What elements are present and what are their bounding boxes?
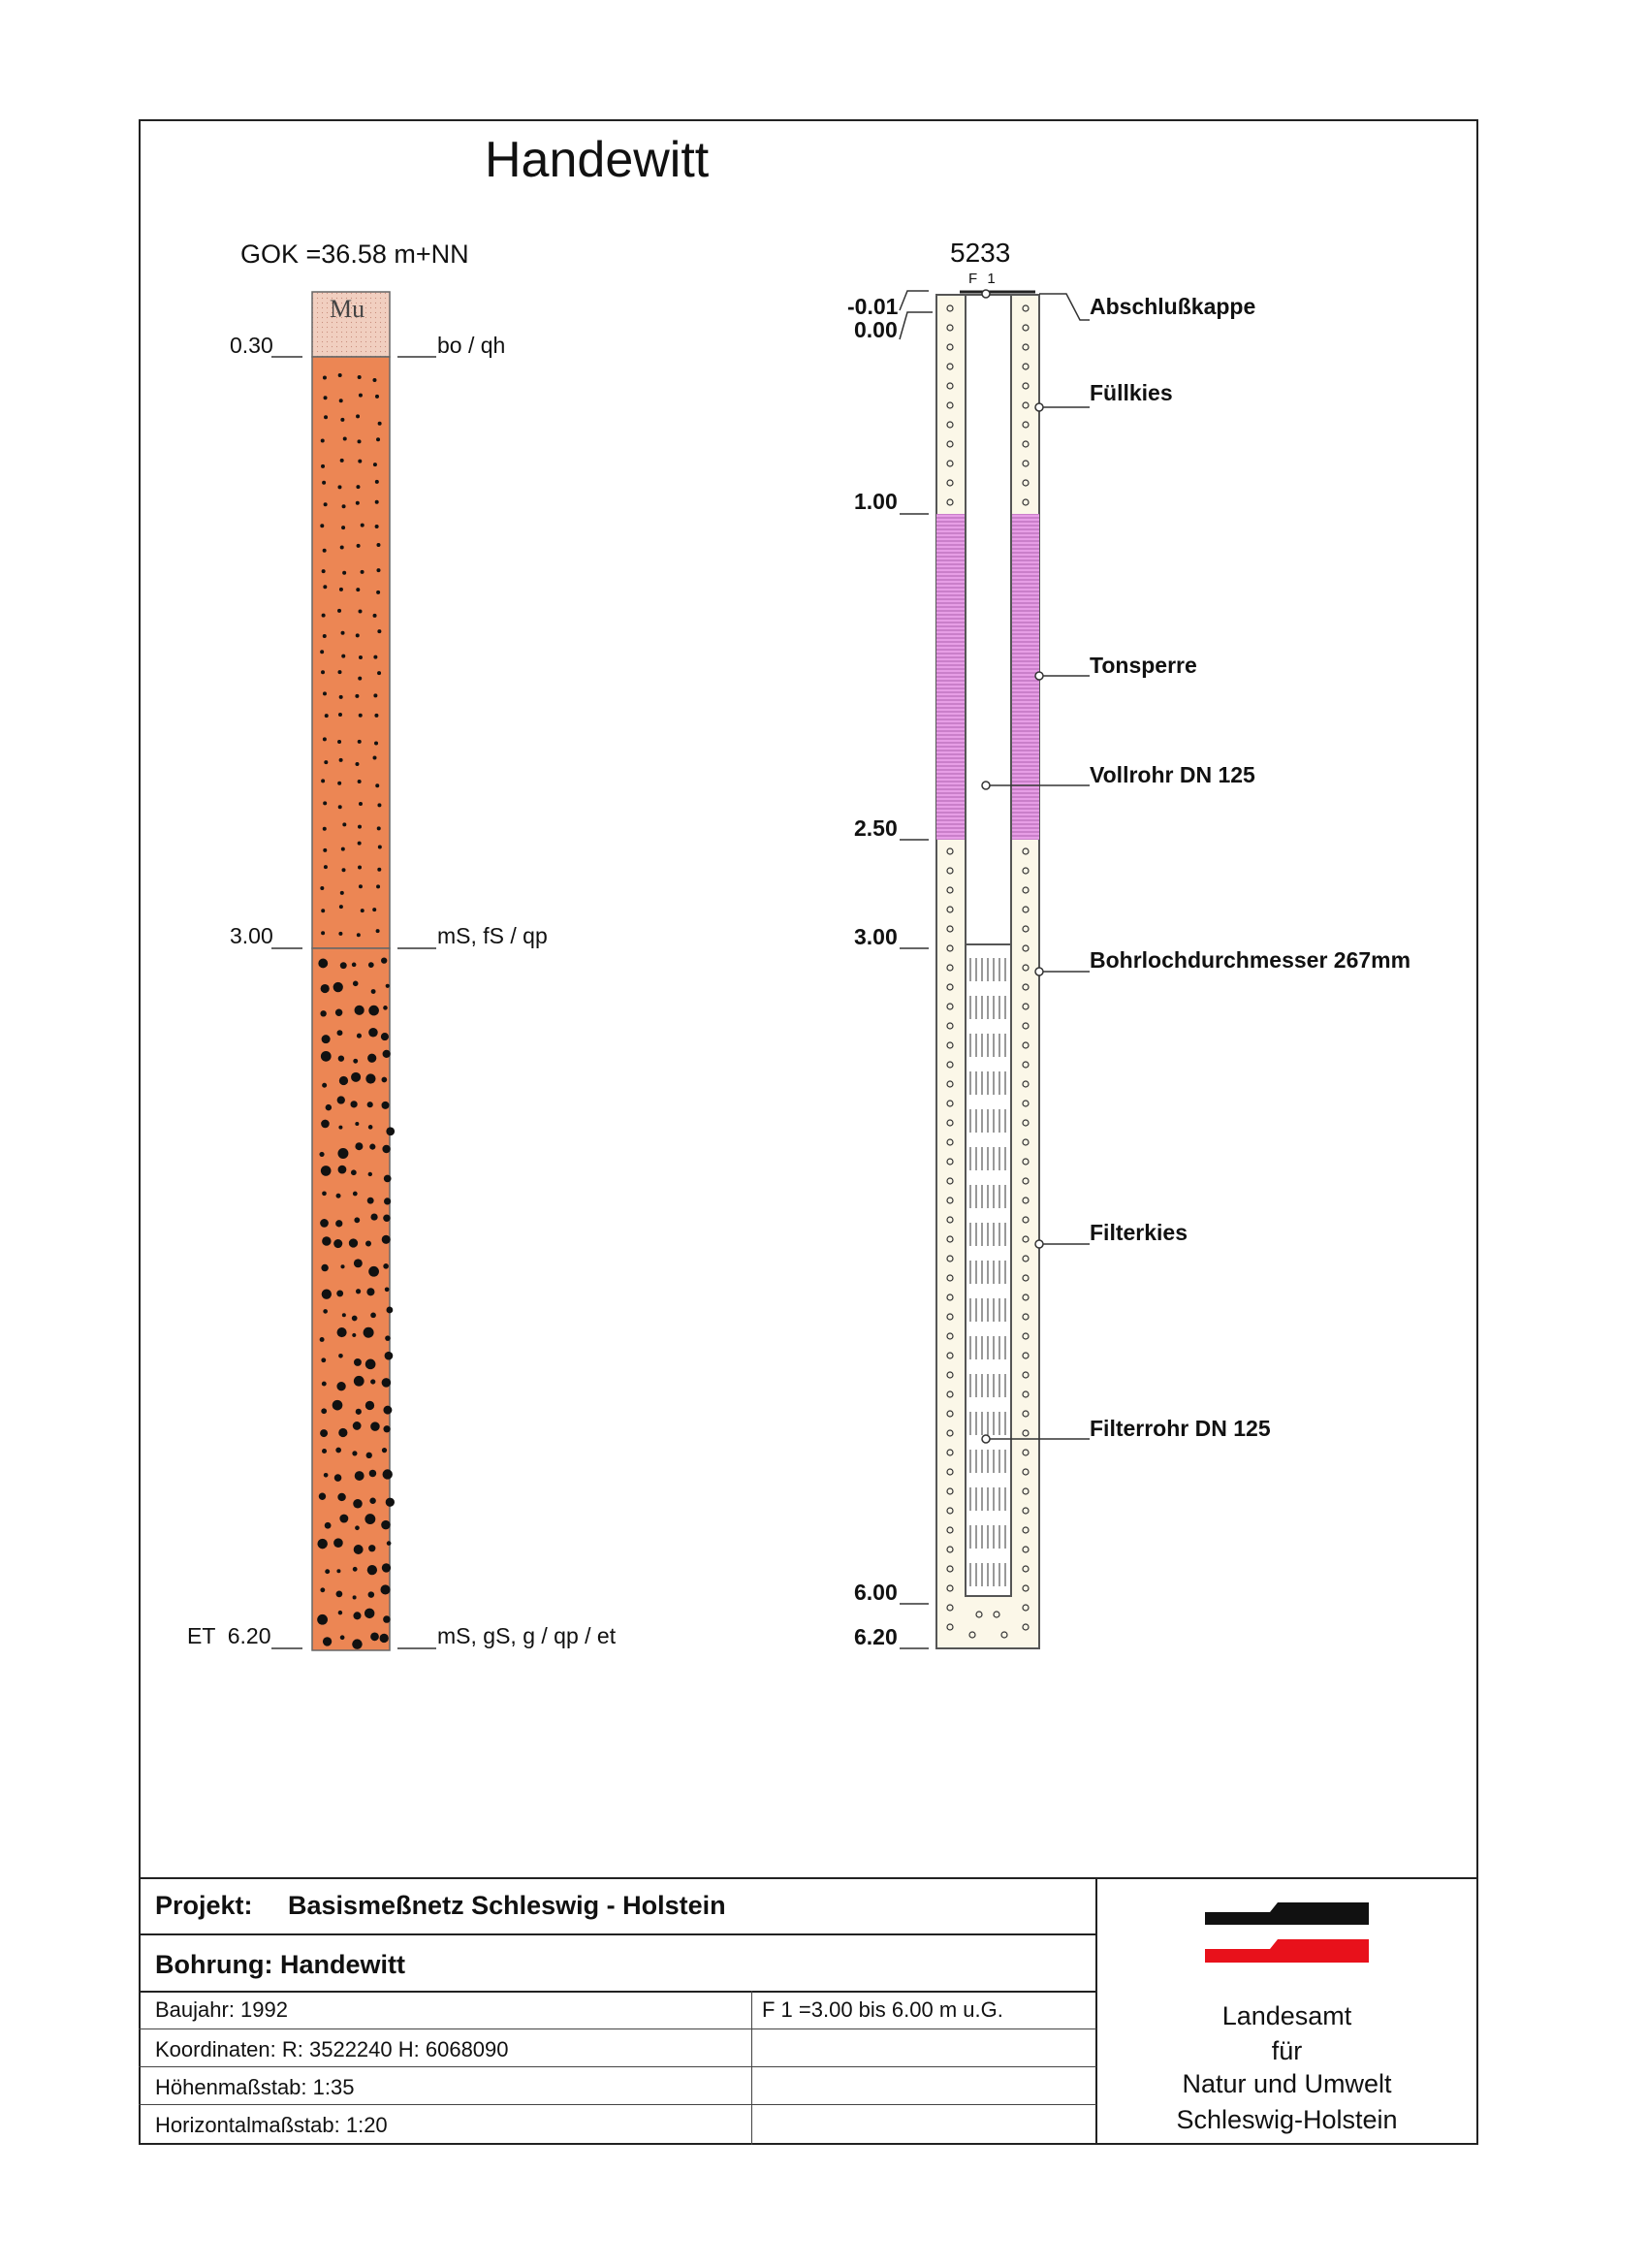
- filter-tag: F 1: [968, 271, 998, 287]
- clay-seal-left: [936, 514, 966, 840]
- annotation-abschlusskappe: Abschlußkappe: [1090, 294, 1256, 319]
- gok-label: GOK =36.58 m+NN: [240, 240, 469, 269]
- projekt-label: Projekt:: [155, 1891, 253, 1920]
- annotation-filterkies: Filterkies: [1090, 1220, 1188, 1245]
- filter-range: F 1 =3.00 bis 6.00 m u.G.: [762, 1997, 1003, 2022]
- page-title: Handewitt: [485, 132, 710, 188]
- well-depth-6-20: 6.20: [854, 1624, 898, 1649]
- soil-profile-column: [312, 292, 395, 1650]
- hoehenmassstab: Höhenmaßstab: 1:35: [155, 2075, 355, 2099]
- well-depth-3-00: 3.00: [854, 924, 898, 949]
- annotation-tonsperre: Tonsperre: [1090, 653, 1197, 678]
- agency-line-4: Schleswig-Holstein: [1176, 2105, 1398, 2134]
- koordinaten: Koordinaten: R: 3522240 H: 6068090: [155, 2037, 509, 2061]
- well-depth-2-50: 2.50: [854, 815, 898, 841]
- depth-label-et: ET 6.20: [187, 1623, 271, 1648]
- annotation-fuellkies: Füllkies: [1090, 380, 1173, 405]
- depth-label-0-30: 0.30: [230, 333, 273, 358]
- baujahr: Baujahr: 1992: [155, 1997, 288, 2022]
- well-leaders: [900, 291, 933, 1648]
- agency-line-1: Landesamt: [1221, 2001, 1352, 2030]
- annotation-bohrlochdurchmesser: Bohrlochdurchmesser 267mm: [1090, 947, 1411, 973]
- agency-line-2: für: [1271, 2036, 1303, 2065]
- bohrung-label: Bohrung: Handewitt: [155, 1950, 405, 1979]
- well-depth-0-00: 0.00: [854, 317, 898, 342]
- filter-screen-slots: [970, 958, 1005, 1586]
- layer-code-mu: Mu: [330, 295, 365, 323]
- annotation-filterrohr: Filterrohr DN 125: [1090, 1416, 1271, 1441]
- well-depth-6-00: 6.00: [854, 1580, 898, 1605]
- horizontalmassstab: Horizontalmaßstab: 1:20: [155, 2113, 388, 2137]
- projekt-value: Basismeßnetz Schleswig - Holstein: [288, 1891, 726, 1920]
- well-depth-1-00: 1.00: [854, 489, 898, 514]
- well-number: 5233: [950, 238, 1011, 268]
- annotation-vollrohr: Vollrohr DN 125: [1090, 762, 1255, 787]
- depth-label-3-00: 3.00: [230, 923, 273, 948]
- well-column: [936, 290, 1039, 1648]
- agency-line-3: Natur und Umwelt: [1182, 2069, 1392, 2098]
- casing-pipe: [966, 295, 1011, 944]
- layer-desc-1: bo / qh: [437, 333, 506, 358]
- layer-desc-3: mS, gS, g / qp / et: [437, 1623, 617, 1648]
- layer-fine-sand: [312, 357, 390, 948]
- well-depth-minus-0-01: -0.01: [847, 294, 899, 319]
- layer-desc-2: mS, fS / qp: [437, 923, 548, 948]
